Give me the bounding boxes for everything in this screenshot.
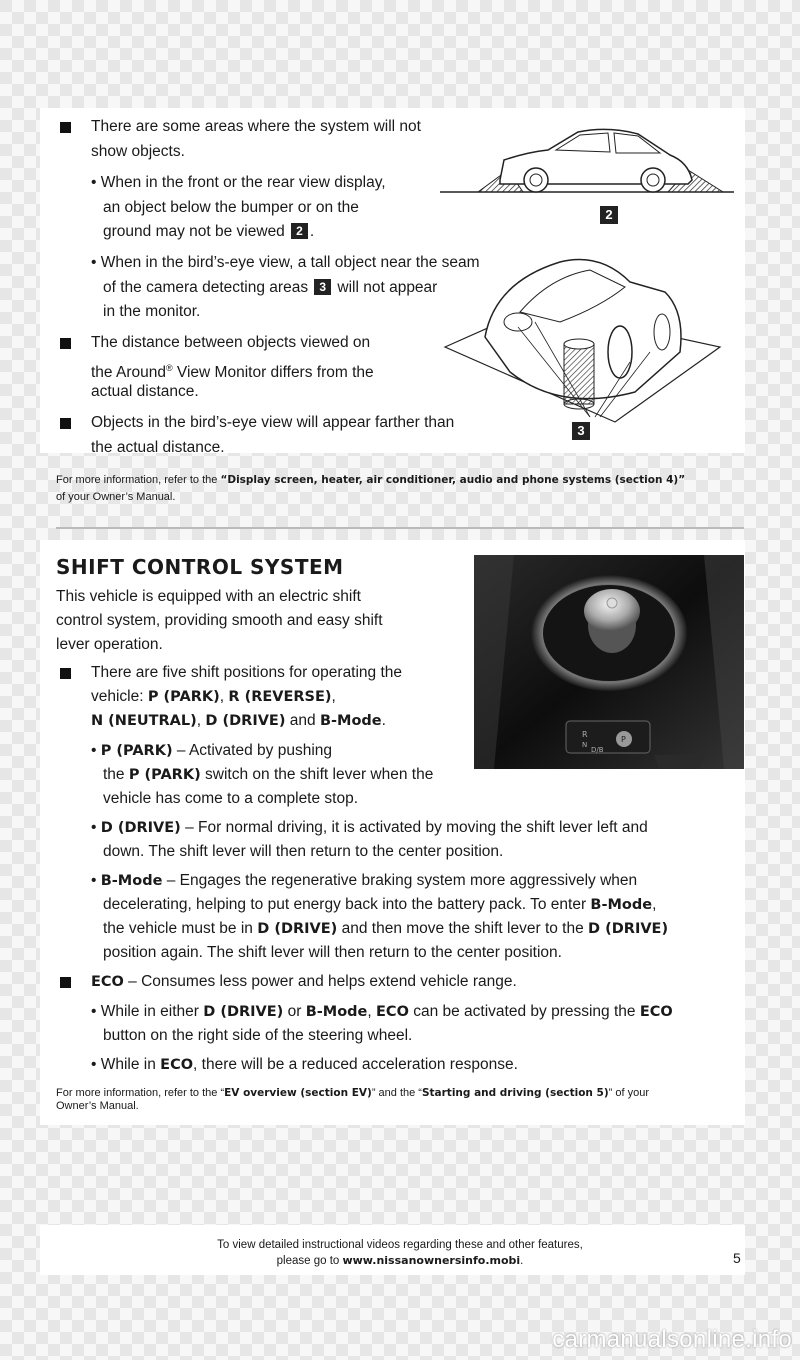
- bmode-line2: decelerating, helping to put energy back into the battery pack. To enter B-Mode,: [103, 896, 657, 913]
- drive-line2: down. The shift lever will then return to the center position.: [103, 843, 504, 860]
- shift-lever-photo: [474, 555, 744, 769]
- bullet3-line2: the actual distance.: [91, 439, 225, 456]
- footer-url-link[interactable]: www.nissanownersinfo.mobi: [342, 1254, 521, 1267]
- bmode-line1: • B-Mode – Engages the regenerative braking system more aggressively when: [91, 872, 638, 889]
- photo-label-r: R: [582, 730, 588, 739]
- bullet-square: [60, 418, 71, 429]
- bullet2-line1: The distance between objects viewed on: [91, 334, 371, 351]
- figure-3-label: 3: [572, 422, 590, 440]
- bullet2-line2: the Around® View Monitor differs from the: [91, 363, 374, 382]
- sub2-line2: of the camera detecting areas 3 will not appear: [103, 279, 438, 296]
- sub1-line1: • When in the front or the rear view display,: [91, 174, 386, 191]
- ref-badge-2: 2: [291, 223, 308, 239]
- bmode-line3: the vehicle must be in D (DRIVE) and then move the shift lever to the D (DRIVE): [103, 920, 669, 937]
- section-divider: [56, 527, 744, 529]
- ref-badge-3: 3: [314, 279, 331, 295]
- figure-2-label: 2: [600, 206, 618, 224]
- sub2-line1: • When in the bird’s-eye view, a tall object near the seam: [91, 254, 480, 271]
- photo-label-n: N: [582, 741, 588, 749]
- positions-line1: There are five shift positions for operating the: [91, 664, 403, 681]
- photo-label-p: P: [621, 735, 626, 744]
- bullet1-line1: There are some areas where the system will not: [91, 118, 421, 135]
- sub1-line3: ground may not be viewed 2 .: [103, 223, 315, 240]
- intro-line3: lever operation.: [56, 636, 163, 653]
- watermark-text: carmanualsonline.info: [552, 1326, 792, 1353]
- eco-line: ECO – Consumes less power and helps extend vehicle range.: [91, 973, 517, 990]
- sub1-line2: an object below the bumper or on the: [103, 199, 359, 216]
- park-line2: the P (PARK) switch on the shift lever when the: [103, 766, 434, 783]
- photo-label-db: D/B: [591, 746, 604, 754]
- top-reference-note-line2: of your Owner’s Manual.: [56, 491, 176, 503]
- bullet1-line2: show objects.: [91, 143, 185, 160]
- bullet-square: [60, 338, 71, 349]
- sub2-line3: in the monitor.: [103, 303, 201, 320]
- intro-line1: This vehicle is equipped with an electric shift: [56, 588, 361, 605]
- figure-3-birds-eye-car: [440, 252, 725, 437]
- shift-reference-note-line2: Owner’s Manual.: [56, 1100, 139, 1112]
- bmode-line4: position again. The shift lever will then return to the center position.: [103, 944, 562, 961]
- figure-2-side-view-car: [438, 120, 738, 230]
- bullet-square: [60, 668, 71, 679]
- bullet2-line3: actual distance.: [91, 383, 199, 400]
- park-line3: vehicle has come to a complete stop.: [103, 790, 359, 807]
- bullet3-line1: Objects in the bird’s-eye view will appear farther than: [91, 414, 455, 431]
- eco-sub1-line2: button on the right side of the steering wheel.: [103, 1027, 413, 1044]
- intro-line2: control system, providing smooth and easy shift: [56, 612, 383, 629]
- drive-line1: • D (DRIVE) – For normal driving, it is activated by moving the shift lever left and: [91, 819, 648, 836]
- park-line1: • P (PARK) – Activated by pushing: [91, 742, 333, 759]
- bullet-square: [60, 122, 71, 133]
- shift-reference-note: For more information, refer to the “EV overview (section EV)” and the “Starting and driving (section 5)” of your: [56, 1087, 650, 1099]
- eco-sub2: • While in ECO, there will be a reduced acceleration response.: [91, 1056, 518, 1073]
- footer-line2: please go to www.nissanownersinfo.mobi.: [276, 1254, 524, 1267]
- section-title: SHIFT CONTROL SYSTEM: [56, 555, 344, 579]
- footer-line1: To view detailed instructional videos regarding these and other features,: [217, 1239, 583, 1251]
- positions-line3: N (NEUTRAL), D (DRIVE) and B-Mode.: [91, 712, 386, 729]
- positions-line2: vehicle: P (PARK), R (REVERSE),: [91, 688, 336, 705]
- eco-sub1-line1: • While in either D (DRIVE) or B-Mode, ECO can be activated by pressing the ECO: [91, 1003, 673, 1020]
- page-number: 5: [733, 1250, 741, 1266]
- top-reference-note: For more information, refer to the “Display screen, heater, air conditioner, audio and phone systems (section 4)”: [56, 474, 686, 486]
- bullet-square: [60, 977, 71, 988]
